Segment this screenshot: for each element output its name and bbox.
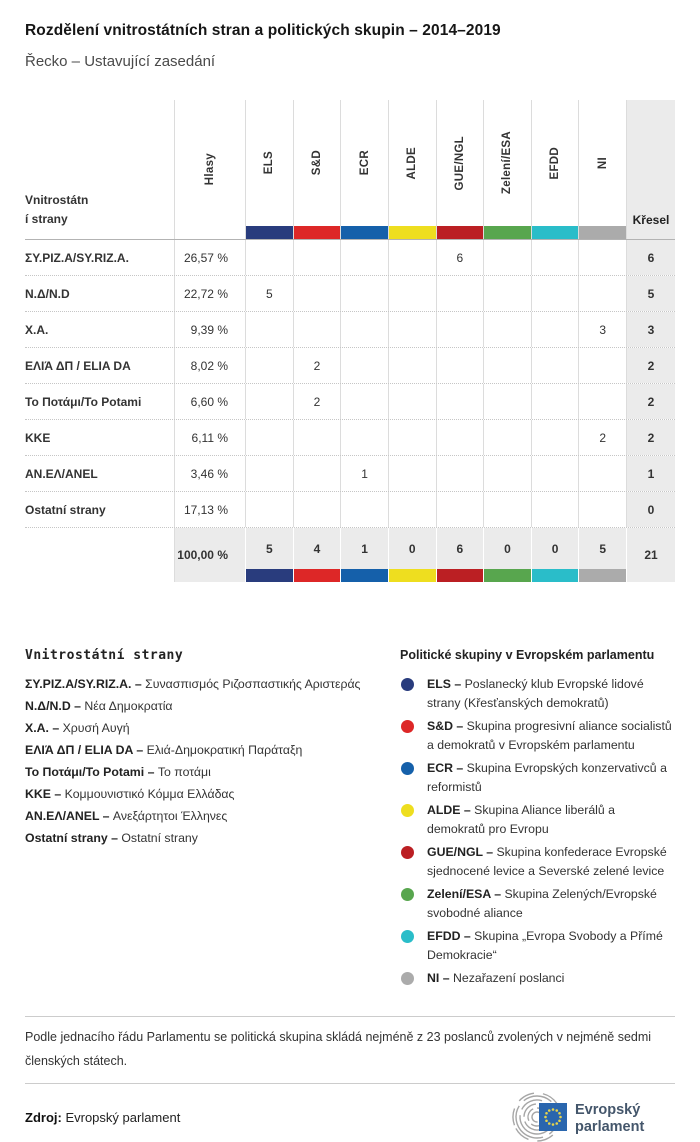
logo-text-line2: parlament (575, 1119, 645, 1135)
legends (25, 648, 675, 992)
seat-cell (436, 276, 484, 311)
party-name-cell: ΣΥ.ΡΙΖ.Α/SY.RIZ.A. (25, 250, 129, 265)
seat-cell (578, 456, 626, 491)
eu-flag-icon (539, 1103, 567, 1131)
seat-cell (531, 384, 579, 419)
seat-cell: 2 (293, 348, 341, 383)
group-legend-text (427, 717, 675, 755)
col-header-efdd (531, 100, 579, 239)
group-legend-name: ELS – (427, 677, 465, 691)
group-legend (400, 648, 675, 992)
table-row (25, 491, 675, 527)
s-d-color-bar (294, 226, 341, 239)
party-name-cell: KKE (25, 430, 51, 445)
source-text (25, 1110, 180, 1125)
seat-cell (340, 420, 388, 455)
totals-seats-cell: 21 (626, 528, 675, 582)
group-legend-name: ALDE – (427, 803, 475, 817)
party-legend-items (25, 678, 400, 845)
table-row (25, 419, 675, 455)
group-legend-desc: Skupina Aliance liberálů a demokratů pro Evropu (427, 803, 615, 836)
group-legend-desc: Skupina „Evropa Svobody a Přímé Demokracie“ (427, 929, 663, 962)
seat-cell (483, 384, 531, 419)
totals-seat-cell: 0 (483, 528, 531, 582)
alde-dot-icon (401, 804, 414, 817)
party-legend-name: Χ.Α. – (25, 721, 63, 735)
party-legend-name: ΣΥ.ΡΙΖ.Α/SY.RIZ.A. – (25, 677, 146, 691)
totals-seat-cell: 1 (340, 528, 388, 582)
logo-text-line1: Evropský (575, 1102, 641, 1118)
seat-cell (245, 348, 293, 383)
seat-cell (388, 492, 436, 527)
seat-cell (245, 420, 293, 455)
col-header-seats (626, 100, 675, 239)
seat-cell: 1 (340, 456, 388, 491)
group-legend-item (400, 675, 675, 713)
seat-cell (483, 312, 531, 347)
els-color-bar (246, 226, 293, 239)
group-legend-text (427, 885, 675, 923)
totals-seat-cell: 0 (531, 528, 579, 582)
party-legend-name: KKE – (25, 787, 65, 801)
page-subtitle: Řecko – Ustavující zasedání (25, 53, 216, 70)
group-legend-desc: Skupina Zelených/Evropské svobodné aliance (427, 887, 657, 920)
party-legend-item (25, 832, 400, 845)
party-legend-name: Το Ποτάμι/Το Potami – (25, 765, 158, 779)
seat-cell (483, 240, 531, 275)
party-legend-item (25, 744, 400, 757)
votes-cell: 6,60 % (174, 384, 245, 419)
seat-cell (293, 420, 341, 455)
votes-cell: 9,39 % (174, 312, 245, 347)
table-totals-row (25, 527, 675, 582)
seat-cell (531, 240, 579, 275)
seat-cell (388, 240, 436, 275)
gue-ngl-dot-icon (401, 846, 414, 859)
votes-header-label: Hlasy (204, 153, 216, 186)
row-total-cell: 1 (626, 456, 675, 491)
group-legend-item (400, 759, 675, 797)
seat-cell (340, 492, 388, 527)
group-legend-desc: Nezařazení poslanci (452, 971, 565, 985)
party-legend-name: ΑΝ.ΕΛ/ANEL – (25, 809, 113, 823)
seat-cell (388, 348, 436, 383)
seat-cell (531, 420, 579, 455)
seat-cell (388, 456, 436, 491)
party-name-cell: ΕΛΙΆ ΔΠ / ELIA DA (25, 358, 131, 373)
s-d-color-bar (294, 569, 341, 582)
seat-cell (531, 348, 579, 383)
efdd-color-bar (532, 569, 579, 582)
col-header-alde (388, 100, 436, 239)
group-legend-text (427, 969, 564, 988)
group-legend-desc: Skupina Evropských konzervativců a reformistů (427, 761, 667, 794)
votes-cell: 17,13 % (174, 492, 245, 527)
seat-cell: 6 (436, 240, 484, 275)
table-row (25, 240, 675, 275)
party-legend-item (25, 766, 400, 779)
party-name-cell: Ostatní strany (25, 502, 106, 517)
group-header-label: ALDE (406, 146, 419, 180)
table-row (25, 347, 675, 383)
col-header-parties (25, 100, 174, 239)
group-legend-name: NI – (427, 971, 453, 985)
group-legend-desc: Skupina progresivní aliance socialistů a demokratů v Evropském parlamentu (427, 719, 672, 752)
els-dot-icon (401, 678, 414, 691)
party-name-cell: ΑΝ.ΕΛ/ANEL (25, 466, 98, 481)
seat-cell (578, 492, 626, 527)
seat-cell (340, 312, 388, 347)
totals-votes-cell: 100,00 % (174, 528, 245, 582)
seat-cell (531, 492, 579, 527)
seat-cell: 2 (578, 420, 626, 455)
european-parliament-logo-icon (503, 1092, 675, 1142)
seat-cell (388, 312, 436, 347)
group-legend-title: Politické skupiny v Evropském parlamentu (400, 648, 655, 662)
gue-ngl-color-bar (437, 569, 484, 582)
seat-cell (436, 456, 484, 491)
seat-cell (578, 348, 626, 383)
group-header-label: S&D (310, 150, 323, 176)
group-header-label: ECR (358, 150, 371, 176)
party-legend-desc: Χρυσή Αυγή (62, 721, 130, 735)
seat-cell (483, 492, 531, 527)
group-legend-text (427, 675, 675, 713)
source-label: Zdroj: (25, 1109, 62, 1125)
row-total-cell: 3 (626, 312, 675, 347)
seat-cell (340, 240, 388, 275)
seat-cell (245, 312, 293, 347)
col-header-zelen-esa (483, 100, 531, 239)
group-legend-item (400, 969, 675, 988)
group-legend-text (427, 759, 675, 797)
group-legend-name: ECR – (427, 761, 467, 775)
group-legend-item (400, 843, 675, 881)
table-header-row (25, 100, 675, 240)
seat-cell (531, 312, 579, 347)
seat-cell (483, 456, 531, 491)
group-legend-desc: Poslanecký klub Evropské lidové strany (Křesťanských demokratů) (427, 677, 644, 710)
col-header-gue-ngl (436, 100, 484, 239)
seat-cell (340, 348, 388, 383)
row-total-cell: 5 (626, 276, 675, 311)
party-legend-desc: Ελιά-Δημοκρατική Παράταξη (146, 743, 303, 757)
seat-cell: 5 (245, 276, 293, 311)
divider-bottom (25, 1083, 675, 1084)
efdd-dot-icon (401, 930, 414, 943)
group-legend-item (400, 801, 675, 839)
zelen-esa-dot-icon (401, 888, 414, 901)
group-legend-desc: Skupina konfederace Evropské sjednocené levice a Severské zelené levice (427, 845, 667, 878)
group-header-label: NI (596, 156, 609, 170)
party-legend-desc: Ανεξάρτητοι Έλληνες (112, 809, 228, 823)
seat-cell (340, 384, 388, 419)
totals-empty-cell (25, 528, 174, 582)
group-legend-name: S&D – (427, 719, 467, 733)
party-legend-desc: Κομμουνιστικό Κόμμα Ελλάδας (64, 787, 235, 801)
party-legend-item (25, 810, 400, 823)
party-legend-desc: Το ποτάμι (157, 765, 211, 779)
table-row (25, 383, 675, 419)
totals-seat-cell: 5 (245, 528, 293, 582)
col-header-votes (174, 100, 245, 239)
group-header-label: GUE/NGL (453, 135, 466, 191)
row-total-cell: 0 (626, 492, 675, 527)
totals-seat-cell: 4 (293, 528, 341, 582)
party-legend-item (25, 722, 400, 735)
table-row (25, 275, 675, 311)
source-row (25, 1092, 675, 1142)
group-legend-text (427, 801, 675, 839)
seat-cell (388, 276, 436, 311)
seat-cell: 2 (293, 384, 341, 419)
table-row (25, 311, 675, 347)
els-color-bar (246, 569, 293, 582)
votes-cell: 3,46 % (174, 456, 245, 491)
group-legend-item (400, 927, 675, 965)
col-header-s-d (293, 100, 341, 239)
party-legend-item (25, 788, 400, 801)
seat-cell (578, 240, 626, 275)
seat-cell (578, 276, 626, 311)
seat-cell (245, 492, 293, 527)
row-total-cell: 6 (626, 240, 675, 275)
totals-seat-cell: 6 (436, 528, 484, 582)
totals-seat-cell: 0 (388, 528, 436, 582)
parties-header-label: Vnitrostátní strany (25, 193, 89, 226)
party-legend-title: Vnitrostátní strany (25, 648, 184, 663)
group-header-label: EFDD (549, 146, 562, 180)
party-legend-item (25, 700, 400, 713)
ni-dot-icon (401, 972, 414, 985)
gue-ngl-color-bar (437, 226, 484, 239)
party-legend (25, 648, 400, 992)
col-header-ecr (340, 100, 388, 239)
efdd-color-bar (532, 226, 579, 239)
group-legend-name: Zelení/ESA – (427, 887, 505, 901)
group-legend-name: EFDD – (427, 929, 475, 943)
party-legend-item (25, 678, 400, 691)
party-name-cell: Ν.Δ/N.D (25, 286, 70, 301)
seat-cell (293, 492, 341, 527)
ni-color-bar (579, 226, 626, 239)
page-title: Rozdělení vnitrostátních stran a politických skupin – 2014–2019 (25, 22, 501, 39)
seat-cell (578, 384, 626, 419)
seat-cell (293, 312, 341, 347)
group-legend-item (400, 717, 675, 755)
party-legend-desc: Νέα Δημοκρατία (84, 699, 173, 713)
seat-cell (483, 276, 531, 311)
col-header-ni (578, 100, 626, 239)
seats-header-label: Křesel (632, 213, 670, 227)
seat-cell (436, 492, 484, 527)
row-total-cell: 2 (626, 348, 675, 383)
party-legend-name: Ν.Δ/N.D – (25, 699, 85, 713)
party-name-cell: Το Ποτάμι/To Potami (25, 394, 142, 409)
group-legend-items (400, 675, 675, 988)
alde-color-bar (389, 569, 436, 582)
seat-cell (531, 276, 579, 311)
divider-top (25, 1016, 675, 1017)
col-header-els (245, 100, 293, 239)
group-legend-text (427, 927, 675, 965)
alde-color-bar (389, 226, 436, 239)
zelen-esa-color-bar (484, 569, 531, 582)
group-header-label: ELS (263, 151, 276, 175)
party-name-cell: Χ.Α. (25, 322, 49, 337)
group-legend-item (400, 885, 675, 923)
footnote: Podle jednacího řádu Parlamentu se politická skupina skládá nejméně z 23 poslanců zvolených v nejméně sedmi členských státech. (25, 1030, 652, 1068)
seat-cell (245, 240, 293, 275)
party-legend-name: Ostatní strany – (25, 831, 122, 845)
seat-cell (436, 420, 484, 455)
seat-cell (293, 240, 341, 275)
seat-cell (436, 312, 484, 347)
totals-seat-cell: 5 (578, 528, 626, 582)
seat-cell (340, 276, 388, 311)
party-legend-desc: Συνασπισμός Ριζοσπαστικής Αριστεράς (145, 677, 361, 691)
ecr-dot-icon (401, 762, 414, 775)
group-legend-text (427, 843, 675, 881)
row-total-cell: 2 (626, 420, 675, 455)
votes-cell: 26,57 % (174, 240, 245, 275)
ni-color-bar (579, 569, 626, 582)
row-total-cell: 2 (626, 384, 675, 419)
votes-cell: 8,02 % (174, 348, 245, 383)
seat-cell (293, 276, 341, 311)
seat-cell (436, 384, 484, 419)
votes-cell: 22,72 % (174, 276, 245, 311)
seat-cell (483, 348, 531, 383)
seat-cell (436, 348, 484, 383)
results-table (25, 100, 675, 582)
s-d-dot-icon (401, 720, 414, 733)
ecr-color-bar (341, 569, 388, 582)
zelen-esa-color-bar (484, 226, 531, 239)
source-value: Evropský parlament (65, 1109, 181, 1125)
seat-cell (245, 456, 293, 491)
group-header-label: Zelení/ESA (501, 131, 514, 195)
party-legend-desc: Ostatní strany (121, 831, 198, 845)
seat-cell: 3 (578, 312, 626, 347)
seat-cell (245, 384, 293, 419)
party-legend-name: ΕΛΙΆ ΔΠ / ELIA DA – (25, 743, 147, 757)
table-row (25, 455, 675, 491)
seat-cell (531, 456, 579, 491)
seat-cell (388, 384, 436, 419)
ecr-color-bar (341, 226, 388, 239)
seat-cell (388, 420, 436, 455)
votes-cell: 6,11 % (174, 420, 245, 455)
seat-cell (483, 420, 531, 455)
group-legend-name: GUE/NGL – (427, 845, 497, 859)
seat-cell (293, 456, 341, 491)
